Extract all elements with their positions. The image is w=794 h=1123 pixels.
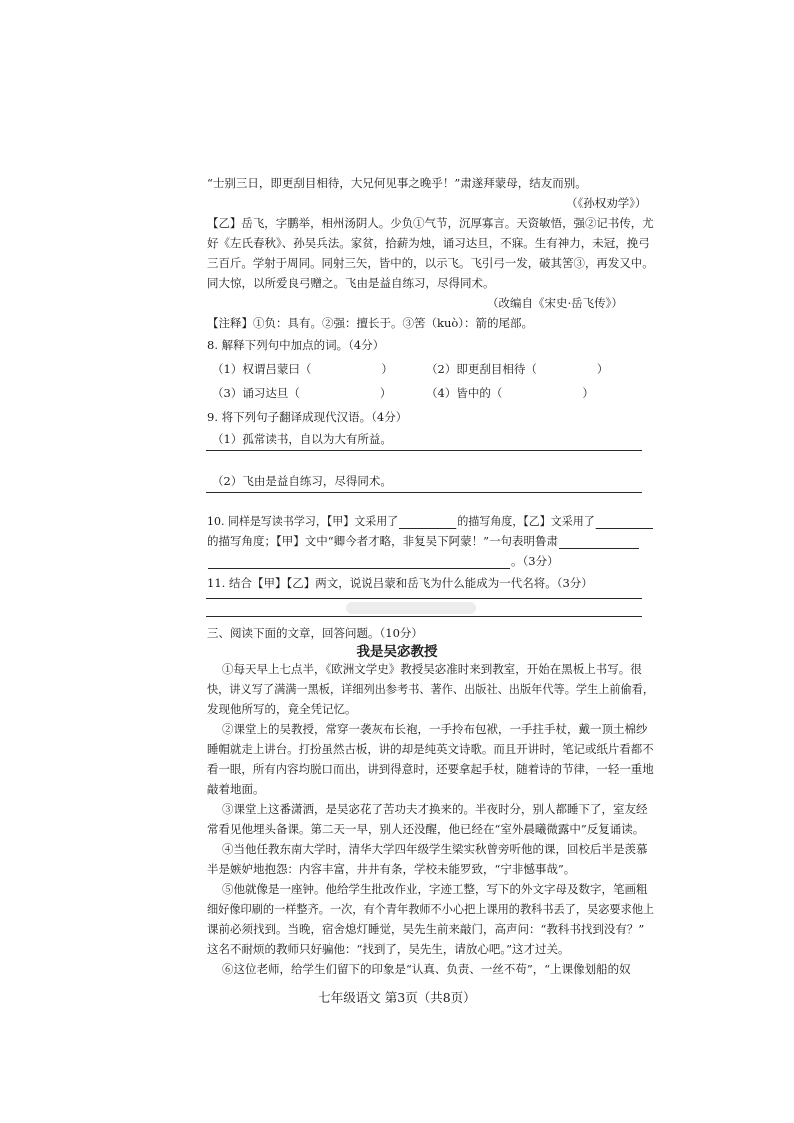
q8-item-4 <box>426 386 594 401</box>
q10-line-1 <box>207 514 654 529</box>
annotation-notes: 【注释】①负：具有。②强：擅长于。③筈（kuò）：箭的尾部。 <box>207 316 534 330</box>
q8-stem: 8. 解释下列句中加点的词。（4分） <box>207 338 385 352</box>
q8-item-4-close: ） <box>582 386 594 400</box>
q10-blank-1 <box>399 518 456 529</box>
answer-line <box>206 450 642 451</box>
q11-stem: 11. 结合【甲】【乙】两文，说说吕蒙和岳飞为什么能成为一代名将。（3分） <box>207 576 593 590</box>
article-line: ⑥这位老师，给学生们留下的印象是“认真、负责、一丝不苟”，“上课像划船的奴 <box>222 962 631 976</box>
section3-heading: 三、阅读下面的文章，回答问题。（10分） <box>207 626 423 640</box>
article-line: 睡帽就走上讲台。打扮虽然古板，讲的却是纯英文诗歌。而且开讲时，笔记或纸片看都不 <box>207 742 654 756</box>
passage-yi-line: 【乙】岳飞，字鹏举，相州汤阴人。少负①气节，沉厚寡言。天资敏悟，强②记书传，尤 <box>207 216 654 230</box>
q9-sentence-2: （2）飞由是益自练习，尽得同术。 <box>212 474 392 488</box>
passage-yi-line: 三百斤。学射于周同。同射三矢，皆中的，以示飞。飞引弓一发，破其筈③，再发又中。 <box>207 256 654 270</box>
article-line: 课前必须找到。当晚，宿舍熄灯睡觉，吴先生前来敲门，高声问：“教科书找到没有？” <box>207 922 645 936</box>
q10-line-2 <box>207 534 640 549</box>
q10-blank-2 <box>596 518 653 529</box>
article-line: ④当他任教东南大学时，清华大学四年级学生梁实秋曾旁听他的课，回校后半是羡慕 <box>222 842 648 856</box>
article-line: 这名不耐烦的教师只好骗他：“找到了，吴先生，请放心吧。”这才过关。 <box>207 942 570 956</box>
passage-jia-source: （《孙权劝学》） <box>566 196 647 210</box>
q10-blank-4 <box>208 558 510 569</box>
article-line: 常看见他埋头备课。第二天一早，别人还没醒，他已经在“室外晨曦微露中”反复诵读。 <box>207 822 645 836</box>
answer-line <box>206 616 642 617</box>
page-footer: 七年级语文 第3页（共8页） <box>318 990 476 1005</box>
article-line: 敲着地面。 <box>207 782 265 796</box>
article-line: 看一眼，所有内容均脱口而出，讲到得意时，还要拿起手杖，随着诗的节律，一轻一重地 <box>207 762 654 776</box>
q10-text-a: 10. 同样是写读书学习，【甲】文采用了 <box>207 514 399 528</box>
article-title: 我是吴宓教授 <box>356 644 438 660</box>
q8-item-2-text: （2）即更刮目相待（ <box>426 362 537 376</box>
q9-stem: 9. 将下列句子翻译成现代汉语。（4分） <box>207 410 408 424</box>
q10-text-d: 。（3分） <box>511 554 559 568</box>
q9-sentence-1: （1）孤常读书，自以为大有所益。 <box>212 432 392 446</box>
answer-line <box>206 492 642 493</box>
article-line: 快，讲义写了满满一黑板，详细列出参考书、著作、出版社、出版年代等。学生上前偷看， <box>207 682 655 696</box>
article-line: 细好像印刷的一样整齐。一次，有个青年教师不小心把上课用的教科书丢了，吴宓要求他上 <box>207 902 655 916</box>
q8-item-4-text: （4）皆中的（ <box>426 386 503 400</box>
q8-item-3-text: （3）诵习达旦（ <box>212 386 300 400</box>
q10-text-b: 的描写角度，【乙】文采用了 <box>457 514 595 528</box>
passage-jia-last-line: “士别三日，即更刮目相待，大兄何见事之晚乎！”肃遂拜蒙母，结友而别。 <box>207 176 587 190</box>
scan-smudge <box>346 602 476 614</box>
article-line: ③课堂上这番潇洒，是吴宓花了苦功夫才换来的。半夜时分，别人都睡下了，室友经 <box>222 802 648 816</box>
q8-item-3-close: ） <box>379 386 392 400</box>
q8-item-2-close: ） <box>596 362 609 376</box>
article-line: ①每天早上七点半，《欧洲文学史》教授吴宓准时来到教室，开始在黑板上书写。很 <box>222 662 642 676</box>
passage-yi-line: 好《左氏春秋》、孙吴兵法。家贫，拾薪为烛，诵习达旦，不寐。生有神力，未冠，挽弓 <box>207 236 650 250</box>
q8-item-3 <box>212 386 391 401</box>
q8-item-1-close: ） <box>381 362 393 376</box>
passage-yi-line: 同大惊，以所爱良弓赠之。飞由是益自练习，尽得同术。 <box>207 276 495 290</box>
article-line: ⑤他就像是一座钟。他给学生批改作业，字迹工整，写下的外文字母及数字，笔画粗 <box>222 882 648 896</box>
q10-blank-3 <box>559 538 639 549</box>
article-line: ②课堂上的吴教授，常穿一袭灰布长袍，一手拎布包袱，一手拄手杖，戴一顶土棉纱 <box>222 722 648 736</box>
passage-yi-source: （改编自《宋史·岳飞传》） <box>487 296 623 310</box>
answer-line <box>206 598 642 599</box>
article-line: 发现他所写的，竟全凭记忆。 <box>207 702 357 716</box>
q8-item-1-text: （1）权谓吕蒙曰（ <box>212 362 312 376</box>
q8-item-1 <box>212 362 393 377</box>
article-line: 半是嫉妒地抱怨：内容丰富，井井有条，学校未能罗致，“宁非憾事哉”。 <box>207 862 576 876</box>
q10-text-c: 的描写角度；【甲】文中“卿今者才略，非复吴下阿蒙！”一句表明鲁肃 <box>207 534 559 548</box>
q8-item-2 <box>426 362 608 377</box>
q10-line-3 <box>207 554 559 569</box>
